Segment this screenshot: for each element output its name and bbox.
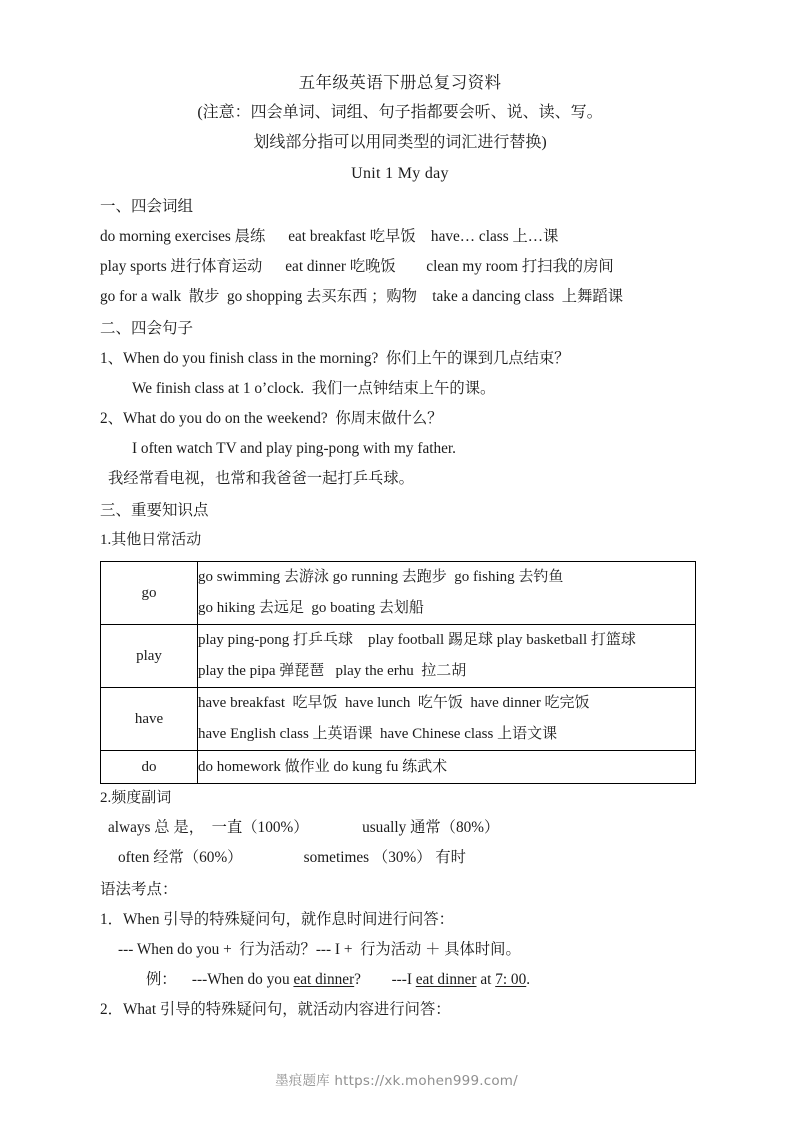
- grammar-point-1-example: [100, 965, 700, 995]
- daily-activities-table: [100, 561, 696, 784]
- example-question-underline: eat dinner: [293, 971, 355, 988]
- sentence-answer: We finish class at 1 o’clock. 我们一点钟结束上午的课。: [132, 380, 496, 397]
- table-row: [101, 751, 696, 784]
- table-row-key: play: [101, 625, 198, 688]
- phrase-line: go for a walk 散步 go shopping 去买东西 ；购物 take a dancing class 上舞蹈课: [100, 288, 623, 305]
- table-cell-line: do homework 做作业 do kung fu 练武术: [198, 759, 448, 775]
- table-row: [101, 625, 696, 688]
- footer-watermark: 墨痕题库 https://xk.mohen999.com/: [275, 1073, 518, 1089]
- table-row-value: [198, 625, 696, 688]
- grammar-point-1-pattern: --- When do you + 行为活动？--- I + 行为活动 ＋ 具体时间。: [118, 941, 521, 958]
- adverb-line: always 总 是， 一直（100%） usually 通常（80%）: [108, 819, 500, 836]
- table-row: [101, 562, 696, 625]
- section-3-sub-heading-1: 1.其他日常活动: [100, 532, 202, 548]
- grammar-heading: 语法考点：: [100, 881, 178, 898]
- table-row-key: do: [101, 751, 198, 784]
- table-cell-line: go swimming 去游泳 go running 去跑步 go fishing 去钓鱼: [198, 569, 564, 585]
- example-question-suffix: ?: [354, 971, 361, 988]
- table-cell-line: play the pipa 弹琵琶 play the erhu 拉二胡: [198, 663, 467, 679]
- table-cell-line: have English class 上英语课 have Chinese class 上语文课: [198, 726, 558, 742]
- table-cell-line: go hiking 去远足 go boating 去划船: [198, 600, 424, 616]
- table-row-key: have: [101, 688, 198, 751]
- phrase-line: do morning exercises 晨练 eat breakfast 吃早饭 have… class 上…课: [100, 228, 559, 245]
- section-3-heading: 三、重要知识点: [100, 502, 209, 519]
- table-cell-line: play ping-pong 打乒乓球 play football 踢足球 play basketball 打篮球: [198, 632, 636, 648]
- document-note-line-2: 划线部分指可以用同类型的词汇进行替换): [253, 134, 547, 151]
- grammar-point-1: 1．When 引导的特殊疑问句，就作息时间进行问答：: [100, 911, 454, 928]
- sentence-answer-translation: 我经常看电视，也常和我爸爸一起打乒乓球。: [108, 470, 414, 487]
- example-answer-underline-activity: eat dinner: [415, 971, 477, 988]
- table-row: [101, 688, 696, 751]
- example-label: 例：: [146, 971, 177, 988]
- unit-title: Unit 1 My day: [351, 165, 449, 182]
- example-answer-suffix: .: [526, 971, 531, 988]
- table-row-value: [198, 562, 696, 625]
- document-note-line-1: (注意：四会单词、词组、句子指都要会听、说、读、写。: [197, 104, 603, 121]
- section-3-sub-heading-2: 2.频度副词: [100, 790, 172, 806]
- document-title: 五年级英语下册总复习资料: [298, 73, 502, 92]
- example-answer-mid: at: [476, 971, 496, 988]
- table-row-value: [198, 751, 696, 784]
- sentence-question: 1、When do you finish class in the morning? 你们上午的课到几点结束？: [100, 350, 570, 367]
- section-2-heading: 二、四会句子: [100, 320, 194, 337]
- sentence-question: 2、What do you do on the weekend? 你周末做什么？: [100, 410, 443, 427]
- document-body: [100, 68, 700, 1025]
- adverb-line: often 经常（60%） sometimes （30%） 有时: [118, 849, 466, 866]
- phrase-line: play sports 进行体育运动 eat dinner 吃晚饭 clean my room 打扫我的房间: [100, 258, 614, 275]
- example-question-prefix: ---When do you: [191, 971, 294, 988]
- section-1-heading: 一、四会词组: [100, 198, 194, 215]
- example-answer-underline-time: 7: 00: [495, 971, 527, 988]
- table-row-key: go: [101, 562, 198, 625]
- table-row-value: [198, 688, 696, 751]
- table-cell-line: have breakfast 吃早饭 have lunch 吃午饭 have dinner 吃完饭: [198, 695, 590, 711]
- example-answer-prefix: ---I: [391, 971, 416, 988]
- grammar-point-2: 2．What 引导的特殊疑问句，就活动内容进行问答：: [100, 1001, 451, 1018]
- sentence-answer: I often watch TV and play ping-pong with my father.: [132, 440, 456, 457]
